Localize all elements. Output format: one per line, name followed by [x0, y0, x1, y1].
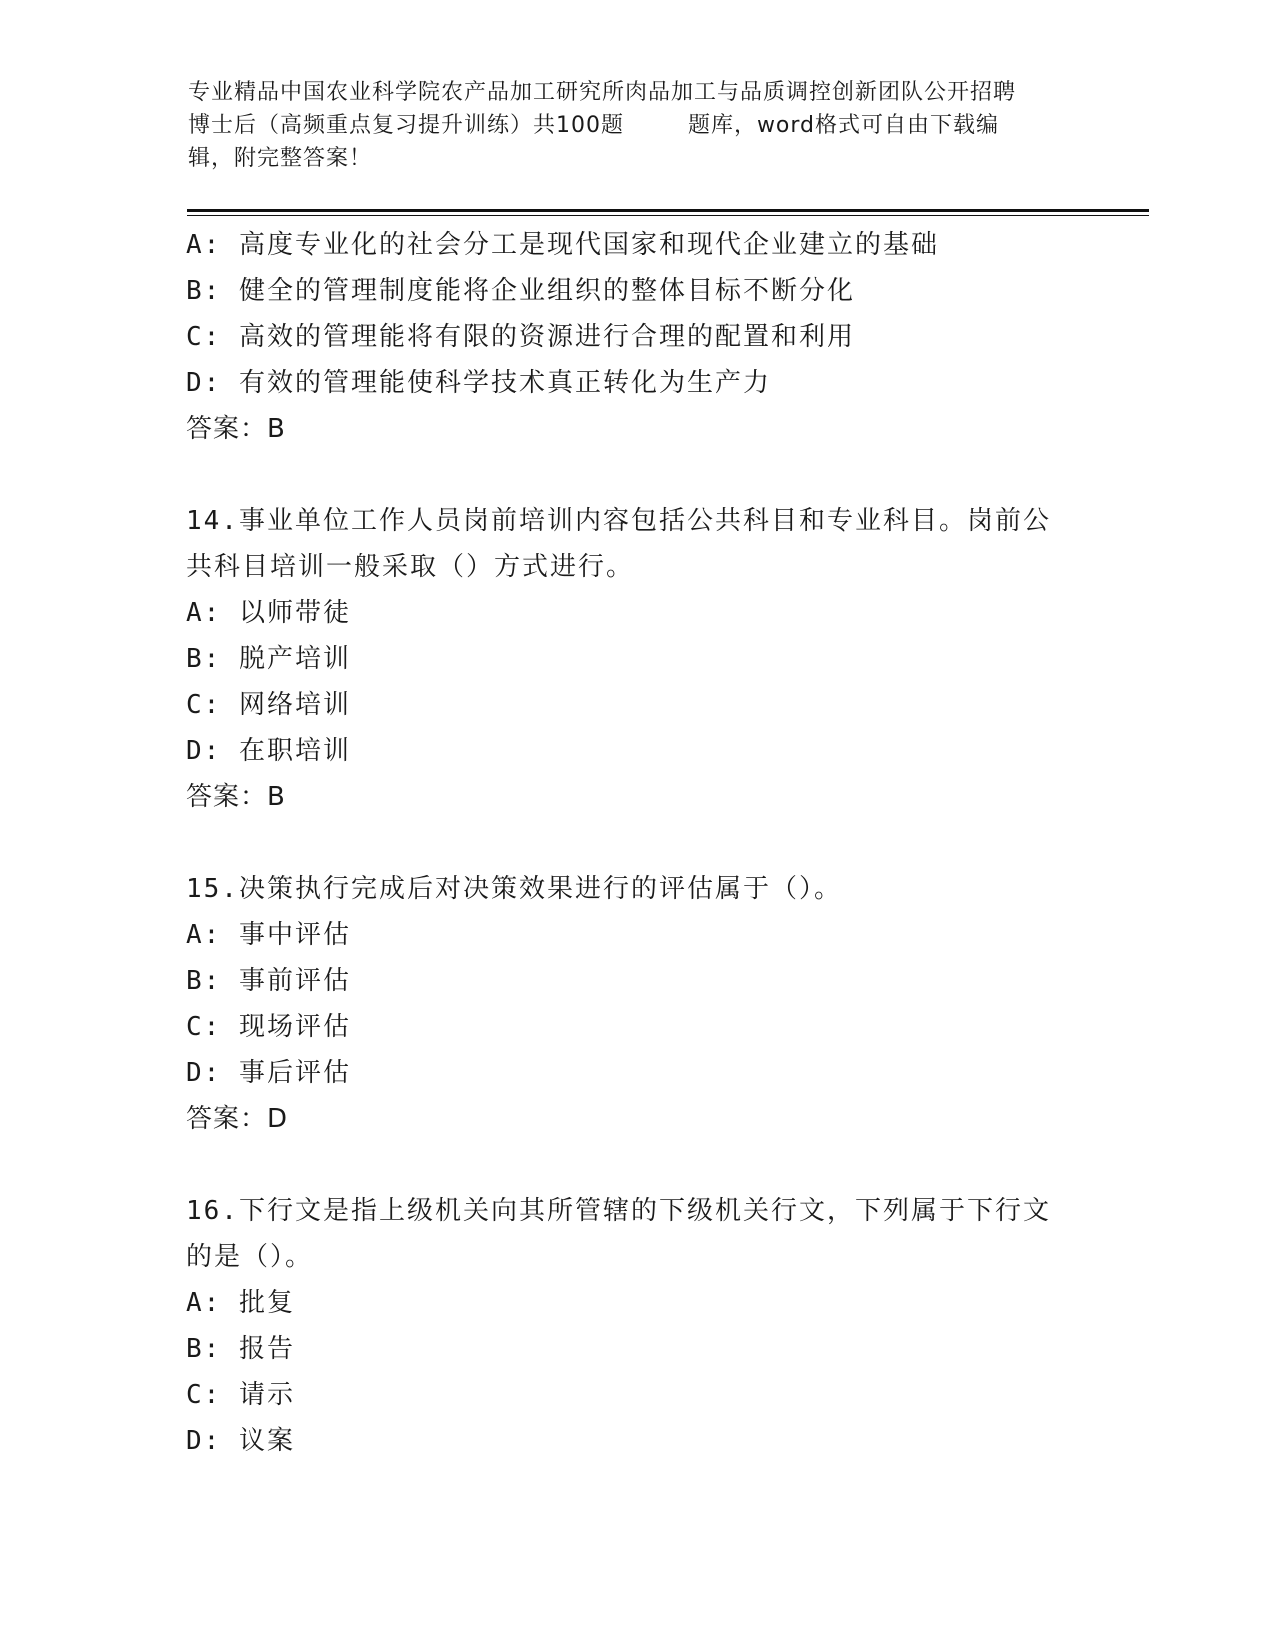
- header-divider-thin: [187, 215, 1149, 216]
- option-a: A: 批复: [186, 1288, 295, 1318]
- header-divider-thick: [187, 209, 1149, 212]
- answer-line: 答案：B: [186, 414, 286, 444]
- option-b: B: 脱产培训: [186, 644, 351, 674]
- question-list: [186, 222, 1106, 1464]
- option-d: D: 事后评估: [186, 1058, 351, 1088]
- option-d: D: 在职培训: [186, 736, 351, 766]
- option-d: D: 议案: [186, 1426, 295, 1456]
- option-a: A: 事中评估: [186, 920, 351, 950]
- option-c: C: 高效的管理能将有限的资源进行合理的配置和利用: [186, 322, 855, 352]
- option-d: D: 有效的管理能使科学技术真正转化为生产力: [186, 368, 771, 398]
- header-title-line-1: 专业精品中国农业科学院农产品加工研究所肉品加工与品质调控创新团队公开招聘: [188, 80, 1017, 105]
- answer-line: 答案：D: [186, 1104, 289, 1134]
- question-stem-line-1: 14.事业单位工作人员岗前培训内容包括公共科目和专业科目。岗前公: [186, 506, 1051, 536]
- question-stem-line-2: 的是（）。: [186, 1242, 314, 1272]
- question-stem-line-2: 共科目培训一般采取（）方式进行。: [186, 552, 635, 582]
- option-c: C: 网络培训: [186, 690, 351, 720]
- spacer: [186, 452, 1106, 498]
- option-c: C: 现场评估: [186, 1012, 351, 1042]
- header-title-line-3: 辑，附完整答案！: [188, 146, 373, 171]
- option-a: A: 高度专业化的社会分工是现代国家和现代企业建立的基础: [186, 230, 939, 260]
- header-title-line-2: 博士后（高频重点复习提升训练）共100题 题库，word格式可自由下载编: [188, 113, 1000, 138]
- question-14: [186, 498, 1106, 820]
- option-a: A: 以师带徒: [186, 598, 351, 628]
- option-b: B: 事前评估: [186, 966, 351, 996]
- question-stem-line-1: 15.决策执行完成后对决策效果进行的评估属于（）。: [186, 874, 842, 904]
- question-16: [186, 1188, 1106, 1464]
- spacer: [186, 1142, 1106, 1188]
- question-stem-line-1: 16.下行文是指上级机关向其所管辖的下级机关行文，下列属于下行文: [186, 1196, 1051, 1226]
- spacer: [186, 820, 1106, 866]
- answer-line: 答案：B: [186, 782, 286, 812]
- question-15: [186, 866, 1106, 1142]
- document-header: [188, 76, 1088, 175]
- question-13: [186, 222, 1106, 452]
- option-b: B: 健全的管理制度能将企业组织的整体目标不断分化: [186, 276, 855, 306]
- option-b: B: 报告: [186, 1334, 295, 1364]
- option-c: C: 请示: [186, 1380, 295, 1410]
